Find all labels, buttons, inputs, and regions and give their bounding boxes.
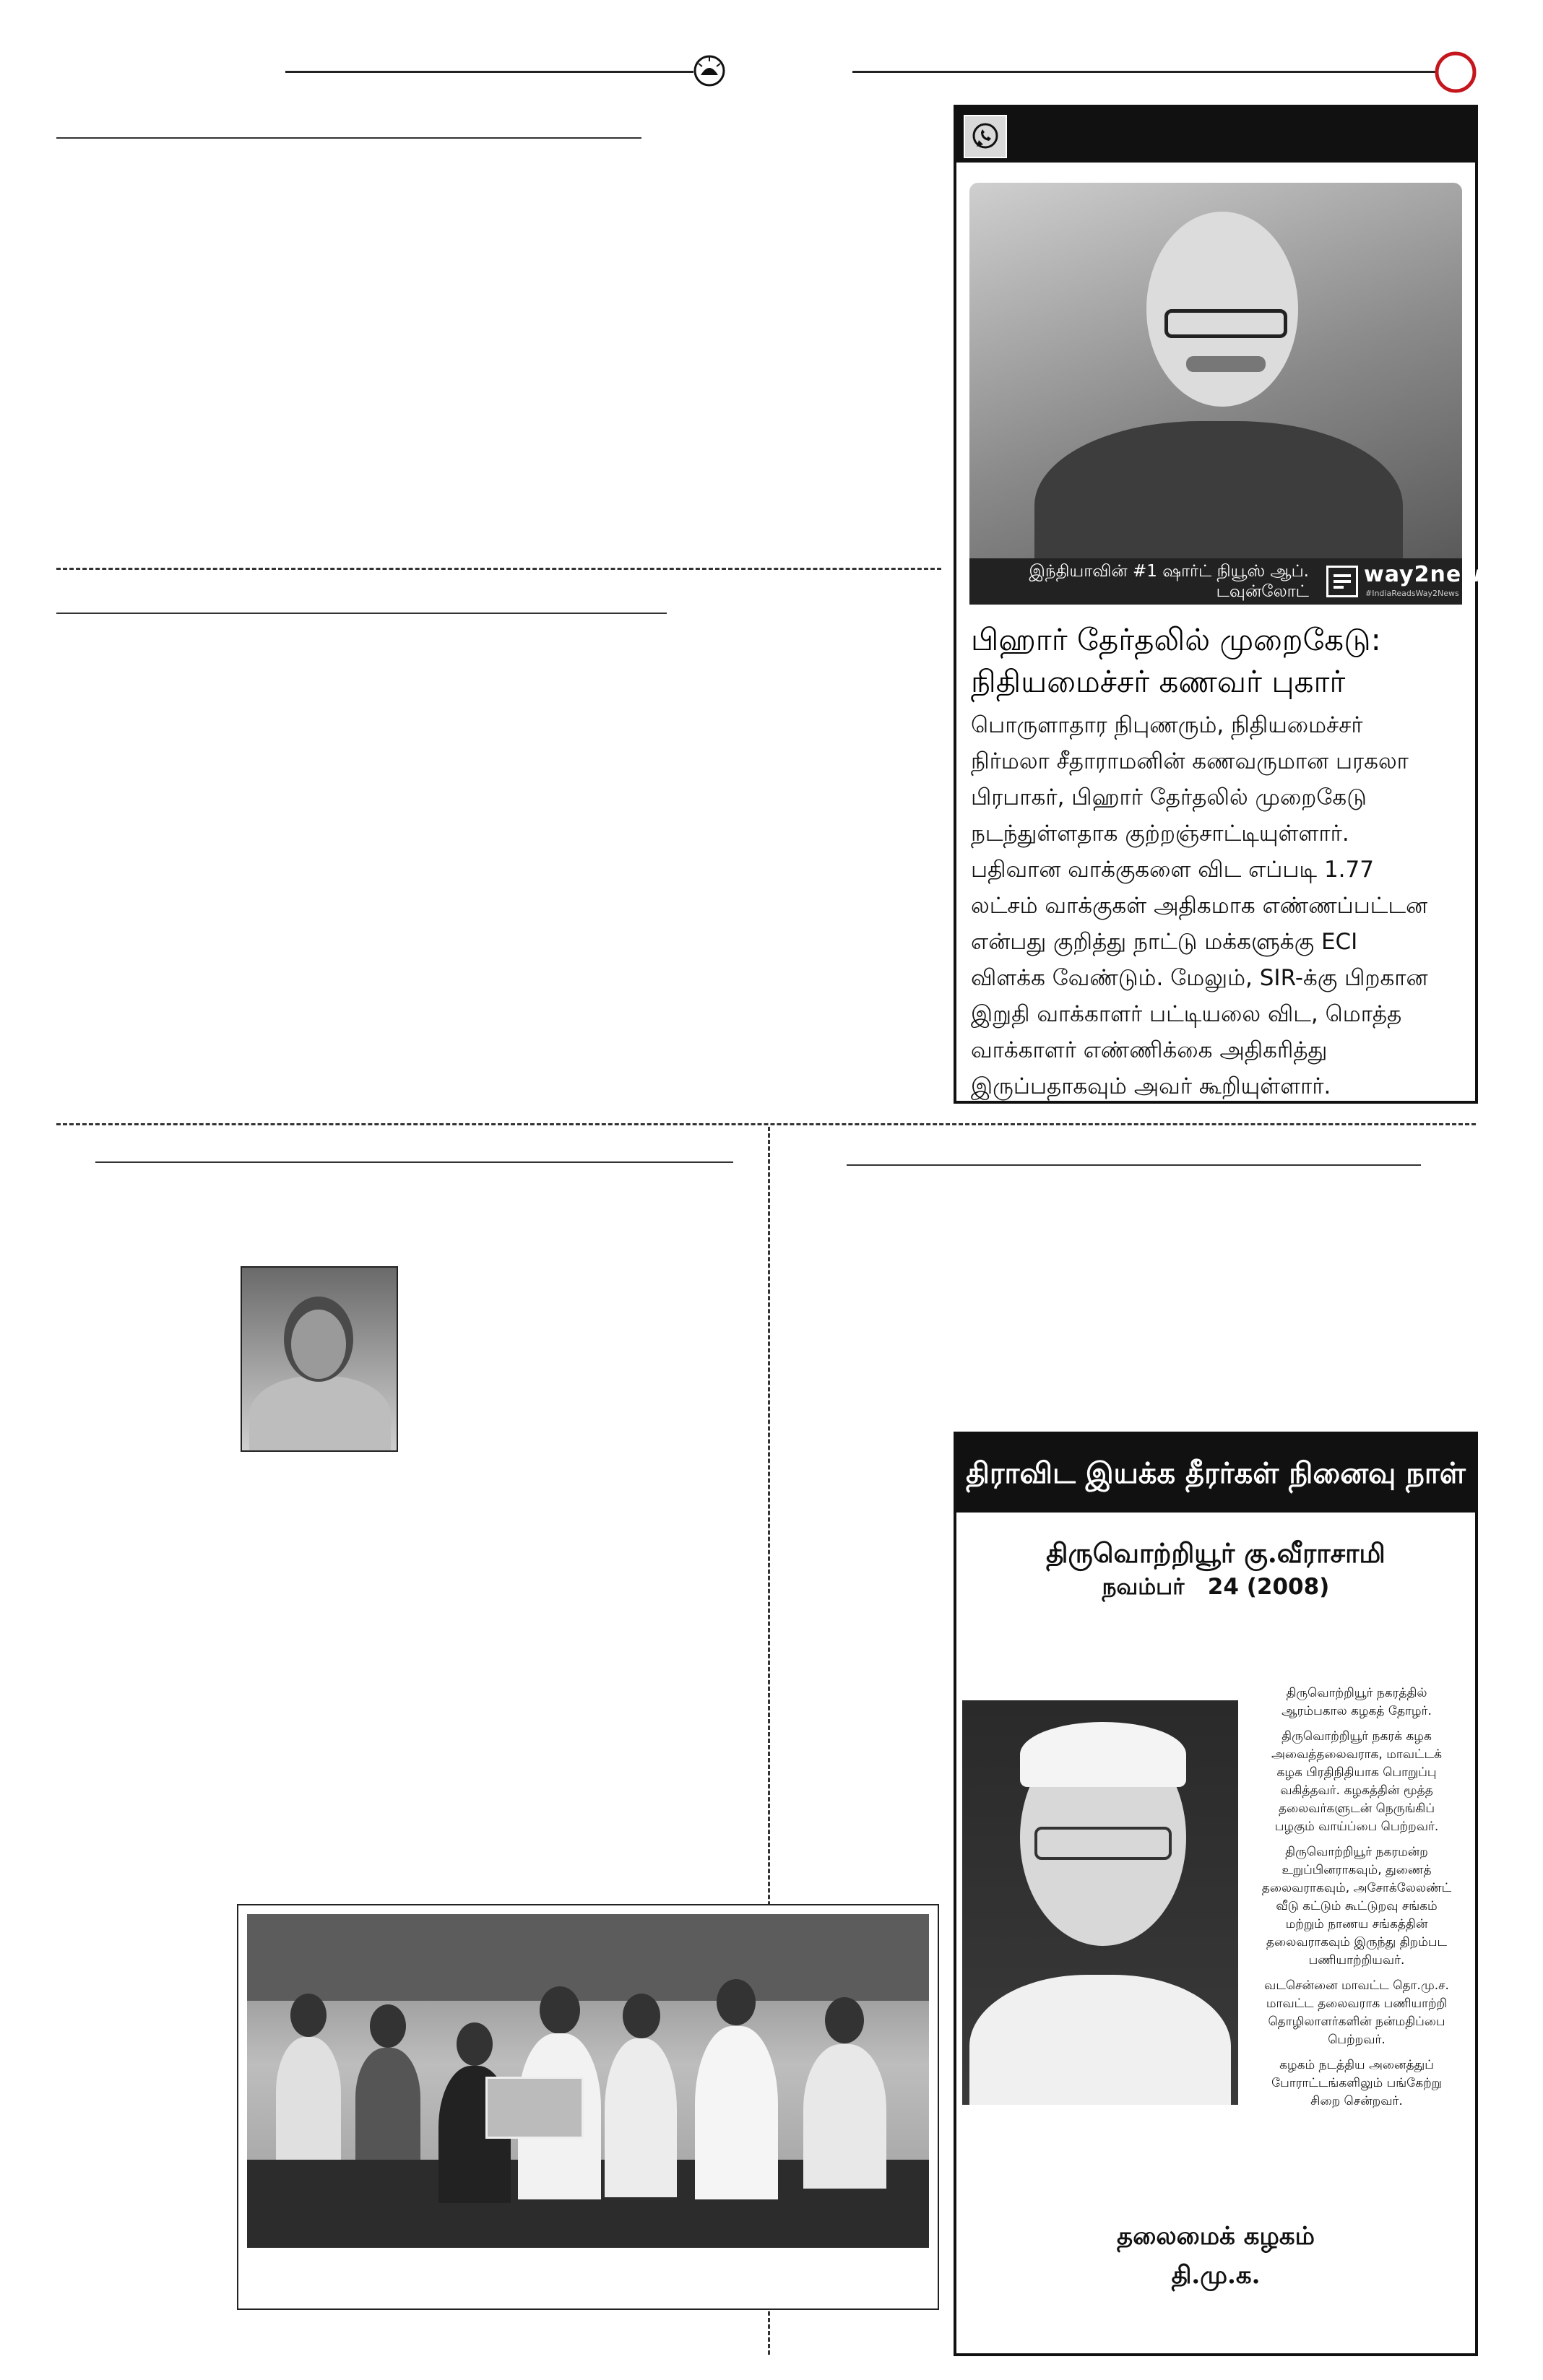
bio-line: அவைத்தலைவராக, மாவட்டக் [1271,1747,1442,1762]
bio-line: வகித்தவர். கழகத்தின் மூத்த [1280,1783,1433,1798]
headline-line-2: நிதியமைச்சர் கணவர் புகார் [971,664,1346,699]
body-line: நடந்துள்ளதாக குற்றஞ்சாட்டியுள்ளார். [971,821,1349,847]
news-body [971,707,1462,1104]
memorial-ad [954,1432,1478,2356]
bio-line: வீடு கட்டும் கூட்டுறவு சங்கம் [1276,1899,1438,1913]
memorial-name: திருவொற்றியூர் கு.வீராசாமி [1046,1537,1386,1569]
bio-line: பெற்றவர். [1328,2033,1386,2047]
body-line: வாக்காளர் எண்ணிக்கை அதிகரித்து [971,1037,1328,1063]
bio-line: ஆரம்பகால கழகத் தோழர். [1281,1704,1432,1718]
bio-line: கழக பிரதிநிதியாக பொறுப்பு [1276,1765,1437,1780]
body-line: நிர்மலா சீதாராமனின் கணவருமான பரகலா [971,748,1409,774]
body-line: பதிவான வாக்குகளை விட எப்படி 1.77 [971,857,1374,883]
promo-strip [969,558,1496,605]
bio-line: திருவொற்றியூர் நகரத்தில் [1286,1686,1427,1700]
body-line: என்பது குறித்து நாட்டு மக்களுக்கு ECI [971,929,1358,955]
memorial-footer-line-2: தி.மு.க. [1171,2261,1261,2290]
body-line: விளக்க வேண்டும். மேலும், SIR-க்கு பிறகான [971,965,1428,991]
bio-line: மாவட்ட தலைவராக பணியாற்றி [1266,1996,1448,2011]
body-line: இறுதி வாக்காளர் பட்டியலை விட, மொத்த [971,1001,1402,1027]
article-rule-mid [56,613,667,614]
promo-line-2: டவுன்லோட் [1216,582,1309,601]
way2news-logo-icon [1326,566,1358,597]
brand-hashtag: #IndiaReadsWay2News [1365,589,1459,598]
bio-line: திருவொற்றியூர் நகரமன்ற [1285,1845,1428,1859]
brand-name: way2news [1364,562,1496,587]
bio-line: தொழிலாளர்களின் நன்மதிப்பை [1268,2015,1445,2029]
event-group-photo [237,1904,939,2310]
bottom-right-article-rule [847,1164,1421,1166]
memorial-banner-text: திராவிட இயக்க தீரர்கள் நினைவு நாள் [966,1456,1466,1490]
bio-line: பழகும் வாய்ப்பை பெற்றவர். [1274,1819,1439,1834]
memorial-portrait [962,1700,1238,2105]
whatsapp-icon [964,115,1007,158]
bio-line: தலைவராகவும் இருந்து திறம்பட [1266,1935,1448,1950]
bio-line: வடசென்னை மாவட்ட தொ.மு.ச. [1264,1978,1449,1993]
bottom-left-article-rule [95,1161,733,1163]
header-rule-left [285,71,693,73]
body-line: பிரபாகர், பிஹார் தேர்தலில் முறைகேடு [971,784,1367,810]
section-divider-1 [56,568,941,570]
bio-line: போராட்டங்களிலும் பங்கேற்று [1271,2076,1442,2090]
bio-line: தலைவர்களுடன் நெருங்கிப் [1278,1801,1435,1816]
body-line: பொருளாதார நிபுணரும், நிதியமைச்சர் [971,712,1363,738]
whatsapp-card-topbar [956,108,1475,163]
memorial-footer-line-1: தலைமைக் கழகம் [1117,2222,1315,2251]
bio-line: கழகம் நடத்திய அனைத்துப் [1279,2058,1434,2072]
bio-line: பணியாற்றியவர். [1308,1953,1405,1968]
headline-line-1: பிஹார் தேர்தலில் முறைகேடு: [971,622,1381,657]
article-rule-top [56,137,641,139]
bio-line: திருவொற்றியூர் நகரக் கழக [1281,1729,1432,1744]
memorial-banner [956,1435,1475,1513]
whatsapp-news-card [954,105,1496,1104]
memorial-bio [1248,1684,1465,2111]
bio-line: உறுப்பினராகவும், துணைத் [1281,1863,1432,1877]
body-line: லட்சம் வாக்குகள் அதிகமாக எண்ணப்பட்டன [971,893,1428,919]
section-divider-2 [56,1123,1476,1125]
bio-line: மற்றும் நாணய சங்கத்தின் [1285,1917,1428,1931]
body-line: இருப்பதாகவும் அவர் கூறியுள்ளார். [971,1073,1331,1099]
news-photo [969,183,1462,558]
memorial-date: நவம்பர் 24 (2008) [1102,1574,1330,1600]
header-rule-right [852,71,1438,73]
bio-line: சிறை சென்றவர். [1310,2094,1403,2108]
portrait-photo [241,1266,398,1452]
circle-page-marker-icon [1434,51,1477,94]
rising-sun-emblem-icon [693,55,725,87]
promo-line-1: இந்தியாவின் #1 ஷார்ட் நியூஸ் ஆப். [1029,562,1309,581]
bio-line: தலைவராகவும், அசோக்லேலண்ட் [1261,1881,1452,1895]
